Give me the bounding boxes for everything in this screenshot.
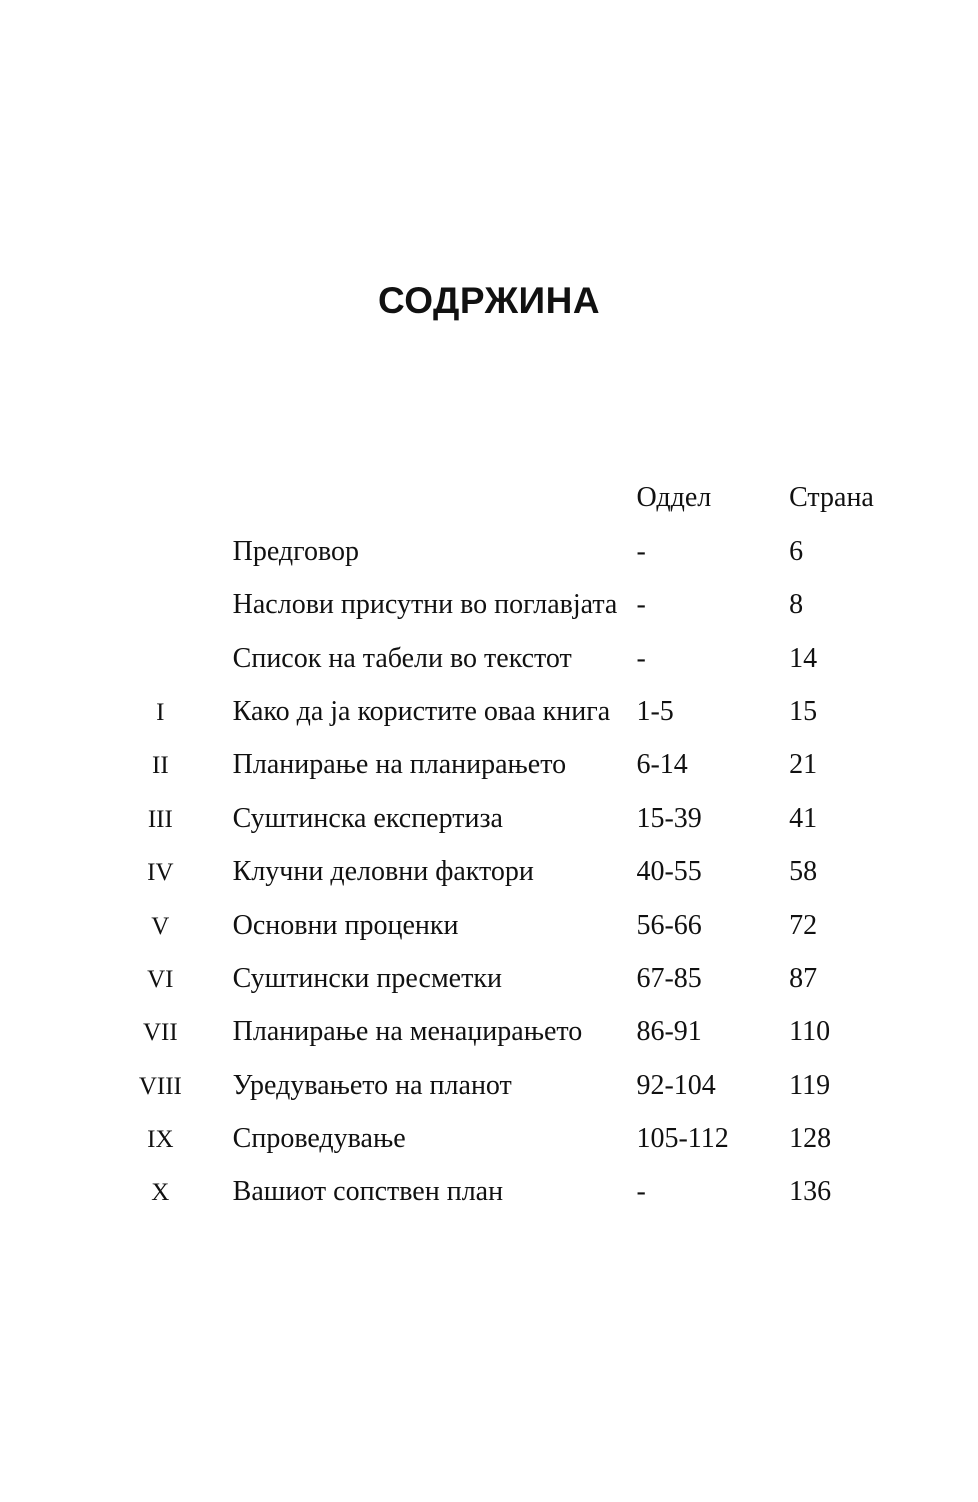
row-section: 92-104 [636, 1069, 716, 1101]
column-header-section: Оддел [636, 482, 712, 513]
row-section: - [636, 642, 646, 674]
row-page: 14 [789, 642, 818, 674]
table-row [100, 589, 920, 642]
row-section: 67-85 [636, 962, 702, 994]
row-page: 128 [789, 1122, 832, 1154]
row-page: 8 [789, 589, 804, 621]
row-roman: III [147, 805, 173, 833]
row-title: Суштински пресметки [232, 962, 502, 994]
row-section: - [636, 1176, 646, 1208]
row-title: Клучни деловни фактори [232, 856, 534, 888]
row-section: 40-55 [636, 856, 702, 888]
row-roman: IX [147, 1125, 174, 1153]
row-title: Планирање на менаџирањето [232, 1016, 583, 1048]
row-section: 6-14 [636, 749, 688, 781]
row-roman: V [151, 912, 170, 940]
row-section: 1-5 [636, 696, 674, 728]
row-title: Уредувањето на планот [232, 1069, 512, 1101]
row-page: 119 [789, 1069, 831, 1101]
row-title: Список на табели во текстот [232, 642, 572, 674]
row-section: 56-66 [636, 909, 702, 941]
row-page: 110 [789, 1016, 831, 1048]
table-row [100, 1123, 920, 1176]
table-row [100, 1016, 920, 1069]
row-title: Вашиот сопствен план [232, 1176, 504, 1208]
row-title: Основни проценки [232, 909, 459, 941]
table-row [100, 910, 920, 963]
row-roman: II [152, 752, 169, 780]
row-roman [100, 589, 229, 642]
row-roman: X [151, 1179, 170, 1207]
table-row [100, 963, 920, 1016]
row-page: 21 [789, 749, 818, 781]
row-page: 72 [789, 909, 818, 941]
row-title: Наслови присутни во поглавјата [232, 589, 618, 621]
column-header-roman [100, 482, 229, 536]
row-section: 105-112 [636, 1122, 729, 1154]
table-row [100, 1070, 920, 1123]
table-row [100, 536, 920, 589]
column-header-title [229, 482, 637, 536]
table-header-row [100, 482, 920, 536]
row-roman: VI [147, 965, 174, 993]
row-page: 6 [789, 536, 804, 567]
row-roman: VIII [138, 1072, 182, 1100]
page-title: СОДРЖИНА [377, 280, 601, 321]
table-row [100, 643, 920, 696]
table-row [100, 696, 920, 749]
table-of-contents [100, 482, 920, 1230]
row-section: 86-91 [636, 1016, 702, 1048]
row-roman [100, 536, 229, 589]
row-page: 41 [789, 802, 818, 834]
row-roman: IV [147, 859, 174, 887]
row-page: 15 [789, 696, 818, 728]
table-row [100, 1176, 920, 1229]
row-roman [100, 643, 229, 696]
table-row [100, 856, 920, 909]
row-page: 136 [789, 1176, 832, 1208]
row-section: - [636, 536, 646, 567]
table-row [100, 803, 920, 856]
row-roman: VII [142, 1019, 178, 1047]
column-header-page: Страна [789, 482, 874, 513]
row-title: Предговор [232, 536, 359, 567]
row-page: 87 [789, 962, 818, 994]
row-page: 58 [789, 856, 818, 888]
row-title: Планирање на планирањето [232, 749, 567, 781]
row-section: - [636, 589, 646, 621]
table-row [100, 749, 920, 802]
row-title: Како да ја користите оваа книга [232, 696, 611, 728]
row-section: 15-39 [636, 802, 702, 834]
row-title: Суштинска експертиза [232, 802, 503, 834]
row-roman: I [156, 699, 165, 727]
row-title: Спроведување [232, 1122, 406, 1154]
